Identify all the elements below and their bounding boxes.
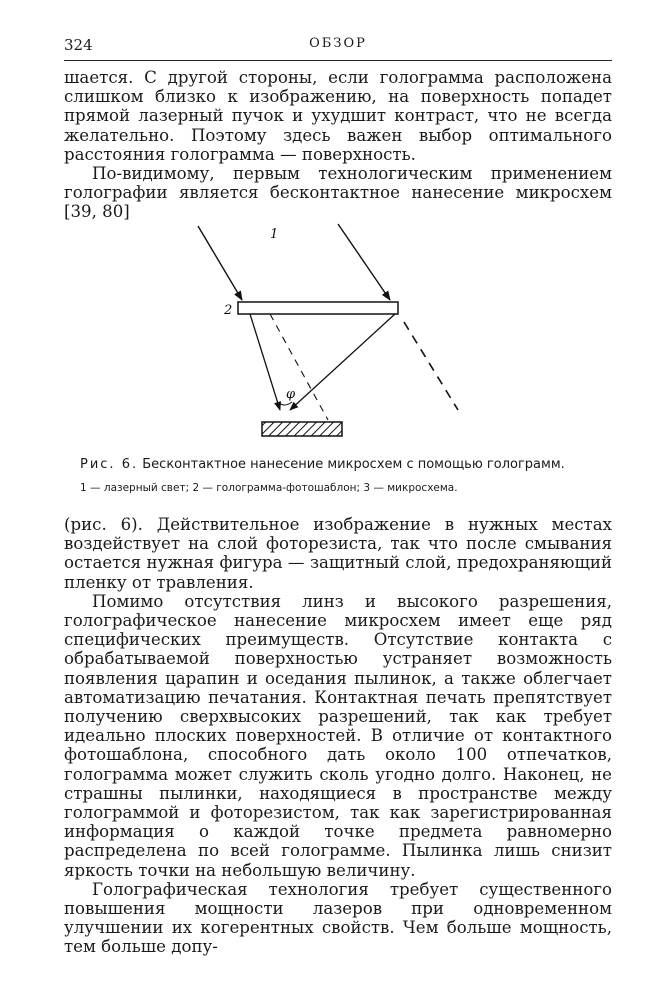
label-angle-phi: φ: [286, 387, 296, 402]
caption-legend: 1 — лазерный свет; 2 — голограмма-фотошаблон; 3 — микросхема.: [80, 482, 458, 494]
angle-arc: [278, 402, 292, 405]
label-laser-light: 1: [270, 227, 279, 242]
microchip-substrate: [262, 422, 342, 436]
body-text-bottom: [64, 515, 612, 957]
label-hologram: 2: [224, 303, 233, 318]
paragraph: (рис. 6). Действительное изображение в нужных местах воздействует на слой фоторезиста, так что после смывания остается нужная фигура — защитный слой, предохраняющий пленку от травления.: [64, 515, 612, 592]
paragraph: Помимо отсутствия линз и высокого разрешения, голографическое нанесение микросхем имеет еще ряд специфических преимуществ. Отсутствие контакта с обрабатываемой поверхностью устраняет возможность появления царапин и оседания пылинок, а также облегчает автоматизацию печатания. Контактная печать препятствует получению сверхвысоких разрешений, так как требует идеально плоских поверхностей. В отличие от контактного фотошаблона, способного дать около 100 отпечатков, голограмма может служить сколь угодно долго. Наконец, не страшны пылинки, находящиеся в пространстве между голограммой и фоторезистом, так как зарегистрированная информация о каждой точке предмета равномерно распределена по всей голограмме. Пылинка лишь снизит яркость точки на небольшую величину.: [64, 591, 612, 880]
laser-beam-left: [198, 226, 242, 300]
reconstruction-beam-left: [250, 314, 280, 410]
transmitted-beam: [404, 322, 458, 410]
hologram-plate: [238, 302, 398, 314]
running-title: ОБЗОР: [309, 36, 367, 51]
reconstruction-beam-right: [290, 314, 395, 410]
header-rule: [64, 60, 612, 61]
body-text-top: [64, 68, 612, 222]
hologram-diagram: [180, 210, 480, 450]
laser-beam-right: [338, 224, 390, 300]
paragraph: шается. С другой стороны, если голограмма расположена слишком близко к изображению, на поверхность попадет прямой лазерный пучок и ухудшит контраст, что не всегда желательно. Поэтому здесь важен выбор оптимального расстояния голограмма — поверхность.: [64, 68, 612, 164]
caption-title-line: [80, 457, 565, 472]
page-header: [64, 36, 612, 56]
paragraph: По-видимому, первым технологическим применением голографии является бесконтактное нанесение микросхем [39, 80]: [64, 164, 612, 222]
paragraph: Голографическая технология требует существенного повышения мощности лазеров при одновременном улучшении их когерентных свойств. Чем больше мощность, тем больше допу-: [64, 879, 612, 957]
caption-title: Бесконтактное нанесение микросхем с помощью голограмм.: [142, 457, 565, 472]
page-number: 324: [64, 36, 93, 54]
figure-6-diagram: [180, 210, 480, 450]
caption-prefix: Рис. 6.: [80, 457, 139, 472]
